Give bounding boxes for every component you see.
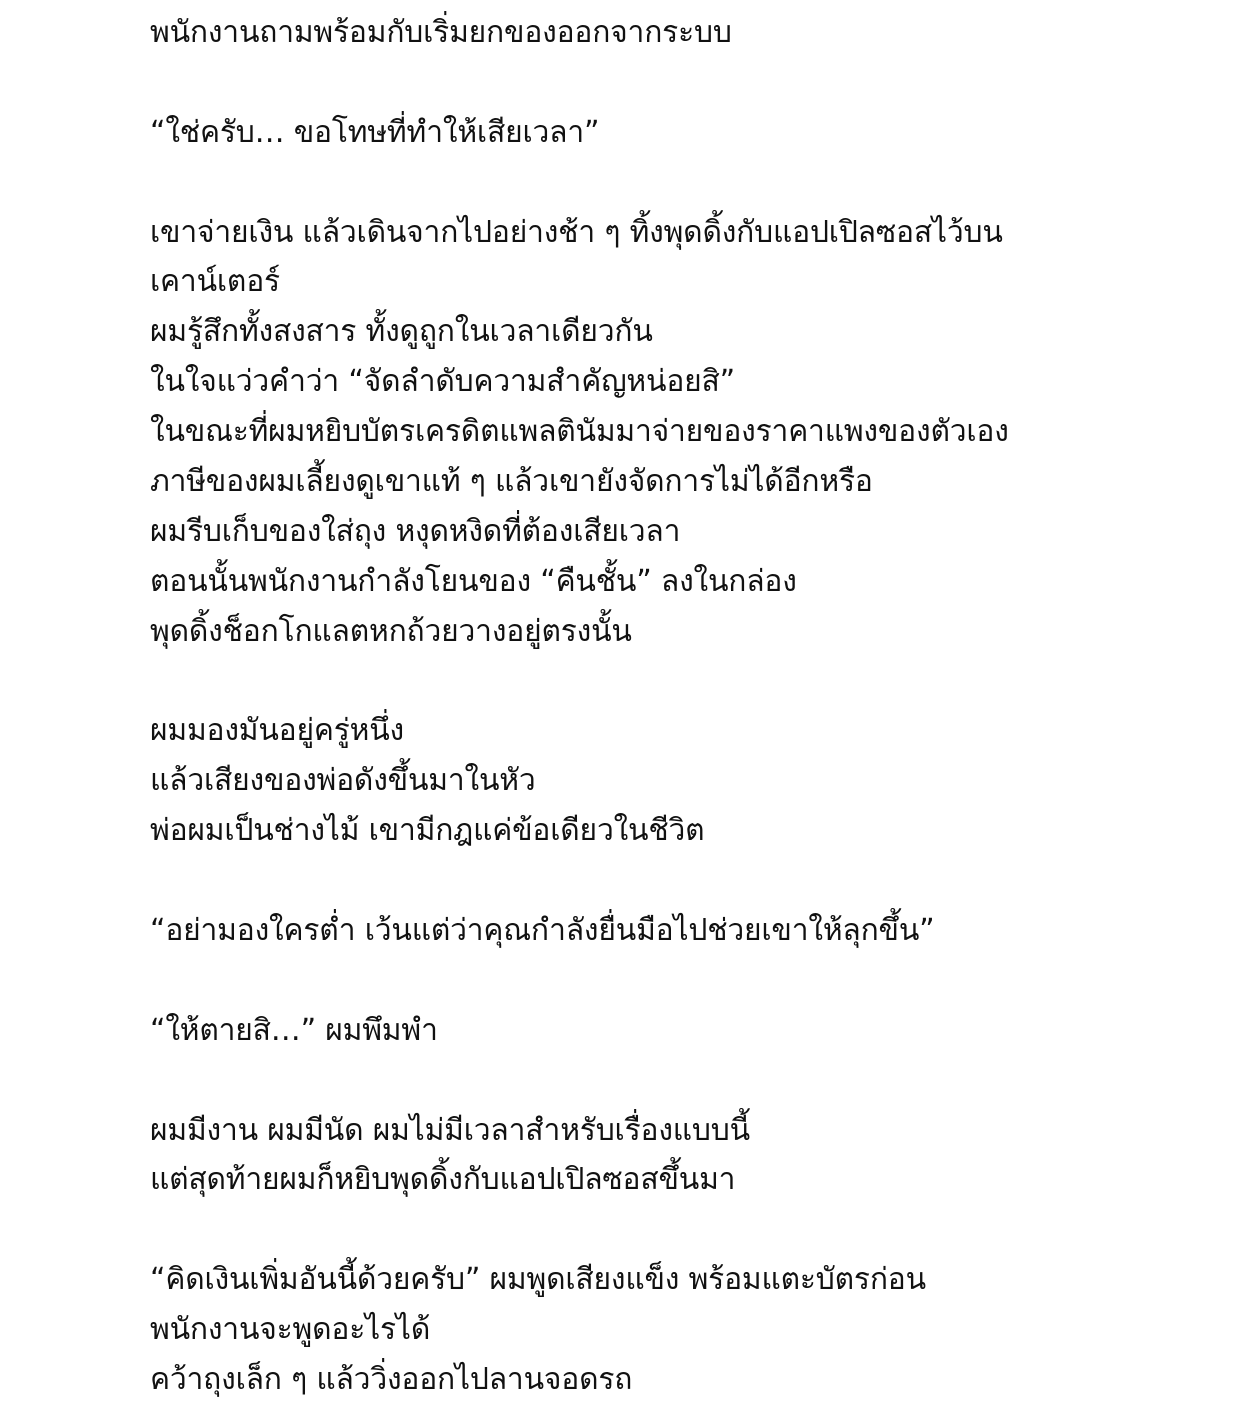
blank-line (150, 657, 1210, 707)
blank-line (150, 58, 1210, 108)
text-line: ภาษีของผมเลี้ยงดูเขาแท้ ๆ แล้วเขายังจัดการไม่ได้อีกหรือ (150, 464, 873, 500)
text-line: “ใช่ครับ… ขอโทษที่ทำให้เสียเวลา” (150, 114, 600, 150)
text-line: แต่สุดท้ายผมก็หยิบพุดดิ้งกับแอปเปิลซอสขึ้นมา (150, 1162, 736, 1198)
text-line: ผมมีงาน ผมมีนัด ผมไม่มีเวลาสำหรับเรื่องแบบนี้ (150, 1112, 750, 1148)
text-line: ในขณะที่ผมหยิบบัตรเครดิตแพลตินัมมาจ่ายของราคาแพงของตัวเอง (150, 414, 1009, 450)
text-line: เขาจ่ายเงิน แล้วเดินจากไปอย่างช้า ๆ ทิ้งพุดดิ้งกับแอปเปิลซอสไว้บน (150, 214, 1003, 250)
text-line: “อย่ามองใครต่ำ เว้นแต่ว่าคุณกำลังยื่นมือไปช่วยเขาให้ลุกขึ้น” (150, 913, 935, 949)
text-line: พนักงานถามพร้อมกับเริ่มยกของออกจากระบบ (150, 15, 732, 50)
text-line: พนักงานจะพูดอะไรได้ (150, 1312, 431, 1348)
text-line: ผมมองมันอยู่ครู่หนึ่ง (150, 713, 404, 749)
text-line: ตอนนั้นพนักงานกำลังโยนของ “คืนชั้น” ลงในกล่อง (150, 563, 797, 599)
text-line: ในใจแว่วคำว่า “จัดลำดับความสำคัญหน่อยสิ” (150, 364, 735, 400)
story-text (150, 8, 1210, 1405)
text-line: พ่อผมเป็นช่างไม้ เขามีกฎแค่ข้อเดียวในชีวิต (150, 813, 705, 849)
text-line: เคาน์เตอร์ (150, 264, 280, 300)
text-line: “ให้ตายสิ…” ผมพึมพำ (150, 1012, 438, 1048)
blank-line (150, 1205, 1210, 1255)
text-line: คว้าถุงเล็ก ๆ แล้ววิ่งออกไปลานจอดรถ (150, 1362, 633, 1398)
text-line: ผมรีบเก็บของใส่ถุง หงุดหงิดที่ต้องเสียเวลา (150, 513, 681, 549)
blank-line (150, 1056, 1210, 1106)
text-line: แล้วเสียงของพ่อดังขึ้นมาในหัว (150, 763, 536, 799)
blank-line (150, 956, 1210, 1006)
text-line: พุดดิ้งช็อกโกแลตหกถ้วยวางอยู่ตรงนั้น (150, 613, 632, 649)
blank-line (150, 158, 1210, 208)
text-line: ผมรู้สึกทั้งสงสาร ทั้งดูถูกในเวลาเดียวกัน (150, 314, 653, 350)
blank-line (150, 856, 1210, 906)
text-line: “คิดเงินเพิ่มอันนี้ด้วยครับ” ผมพูดเสียงแข็ง พร้อมแตะบัตรก่อน (150, 1262, 926, 1298)
